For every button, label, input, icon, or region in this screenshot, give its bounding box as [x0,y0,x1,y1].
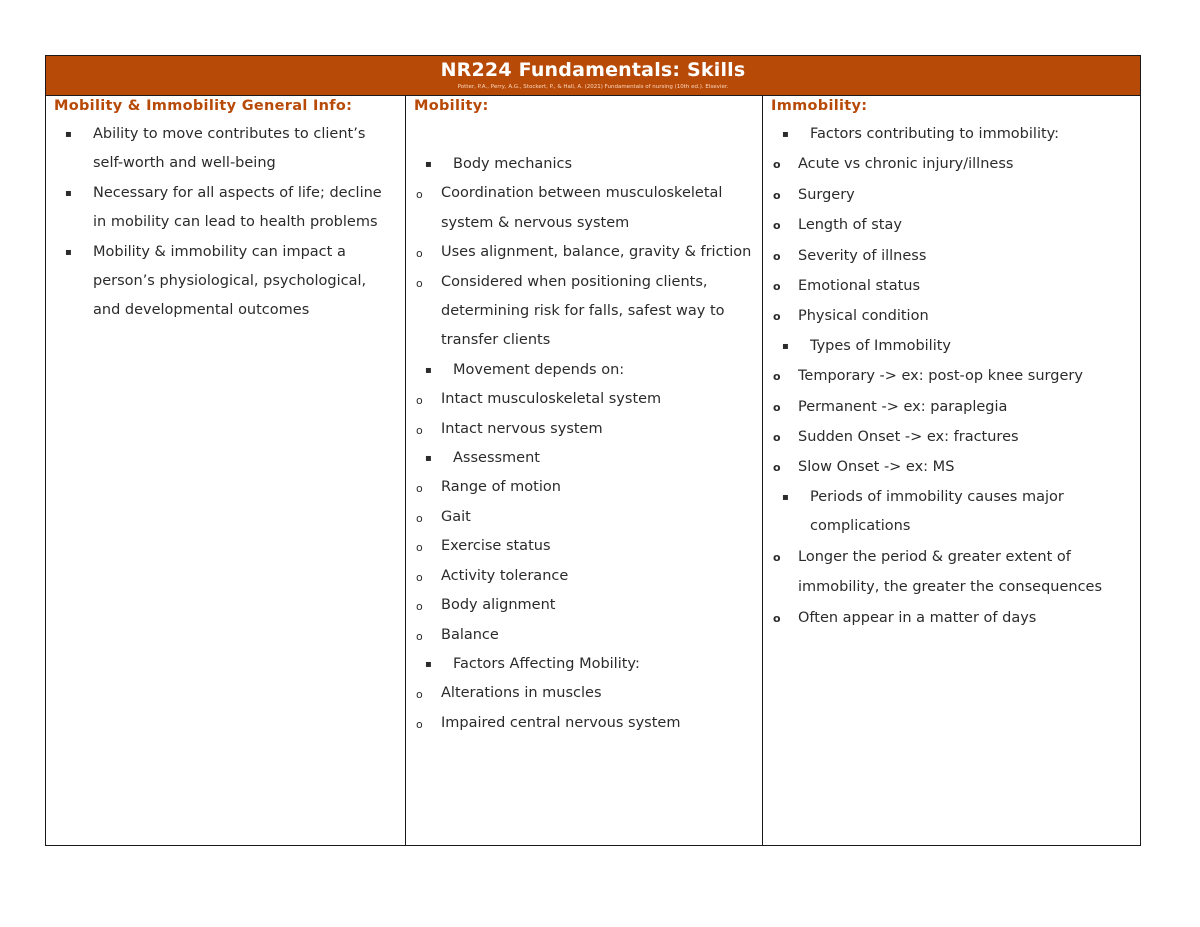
sub-list-item [414,268,752,356]
circle-bullet-icon: o [773,310,781,324]
notes-table [45,55,1141,846]
sub-list-item [414,591,752,620]
sub-list-item-text: Emotional status [798,278,921,295]
circle-bullet-icon: o [773,461,781,475]
circle-bullet-icon: o [416,423,423,437]
sub-list-item-text: Intact musculoskeletal system [441,391,662,408]
list-item [414,444,752,473]
sub-list-item-text: Alterations in muscles [441,685,602,702]
sub-list-item-text: Slow Onset -> ex: MS [798,459,955,476]
list-item-text: Factors Affecting Mobility: [453,655,640,672]
sub-list-item-text: Length of stay [798,217,902,234]
sub-list-item-text: Balance [441,626,499,643]
title-banner [46,56,1140,96]
list-item [771,120,1129,149]
sub-list-item [414,415,752,444]
sub-list-item [414,532,752,561]
sub-list-item-text: Uses alignment, balance, gravity & friction [441,244,752,261]
circle-bullet-icon: o [773,188,781,202]
citation-text: Potter, P.A., Perry, A.G., Stockert, P., & Hall, A. (2021) Fundamentals of nursing (10th ed.). Elsevier. [457,84,729,90]
square-bullet-icon: ▪ [782,129,789,140]
column-heading: Immobility: [771,98,868,114]
sub-list-item-text: Considered when positioning clients, determining risk for falls, safest way to transfer clients [441,273,725,349]
list-item-text: Assessment [453,450,540,467]
circle-bullet-icon: o [773,158,781,172]
column-mobility [406,96,763,845]
sub-list-item-text: Gait [441,508,471,525]
list-item-text: Types of Immobility [810,337,952,354]
sub-list-item [414,179,752,238]
circle-bullet-icon: o [416,688,423,702]
circle-bullet-icon: o [773,280,781,294]
circle-bullet-icon: o [416,717,423,731]
bullet-list [771,120,1129,633]
list-item [771,483,1129,542]
sub-list-item [771,603,1129,633]
page-title: NR224 Fundamentals: Skills [440,59,746,81]
square-bullet-icon: ▪ [65,246,72,258]
sub-list-item [414,473,752,502]
sub-list-item [771,452,1129,482]
square-bullet-icon: ▪ [782,340,789,352]
sub-list-item [414,562,752,591]
square-bullet-icon: ▪ [425,453,432,465]
circle-bullet-icon: o [416,541,423,555]
sub-list-item [414,503,752,532]
square-bullet-icon: ▪ [782,491,789,503]
circle-bullet-icon: o [416,482,423,496]
sub-list-item-text: Range of motion [441,479,561,496]
bullet-list [54,120,395,326]
sub-list-item-text: Exercise status [441,538,551,555]
square-bullet-icon: ▪ [65,129,72,140]
sub-list-item [771,271,1129,301]
square-bullet-icon: ▪ [425,364,432,376]
list-item [414,650,752,679]
column-immobility [763,96,1139,845]
column-general-info [46,96,406,845]
circle-bullet-icon: o [416,247,423,261]
circle-bullet-icon: o [416,511,423,525]
columns-row [46,96,1140,845]
sub-list-item [771,422,1129,452]
sub-list-item [771,180,1129,210]
list-item [54,179,395,238]
sub-list-item [771,361,1129,391]
sub-list-item [771,241,1129,271]
sub-list-item-text: Activity tolerance [441,567,569,584]
sub-list-item [771,301,1129,331]
sub-list-item [414,709,752,738]
list-item-text: Ability to move contributes to client’s self-worth and well-being [93,126,366,172]
sub-list-item [771,392,1129,422]
circle-bullet-icon: o [416,629,423,643]
list-item [414,150,752,179]
sub-list-item-text: Coordination between musculoskeletal system & nervous system [441,185,723,231]
list-item [54,120,395,179]
circle-bullet-icon: o [773,370,781,384]
sub-list-item-text: Often appear in a matter of days [798,609,1037,626]
sub-list-item-text: Impaired central nervous system [441,714,681,731]
circle-bullet-icon: o [416,570,423,584]
sub-list-item-text: Permanent -> ex: paraplegia [798,398,1008,415]
list-item-text: Periods of immobility causes major complications [810,488,1064,535]
sub-list-item [414,621,752,650]
circle-bullet-icon: o [773,400,781,414]
list-item [54,238,395,326]
column-heading: Mobility: [414,98,489,114]
list-item-text: Movement depends on: [453,361,625,378]
sub-list-item-text: Longer the period & greater extent of immobility, the greater the consequences [798,548,1103,596]
list-item [414,356,752,385]
square-bullet-icon: ▪ [425,658,432,670]
sub-list-item-text: Physical condition [798,308,929,325]
square-bullet-icon: ▪ [425,159,432,170]
list-item-text: Body mechanics [453,156,573,172]
sub-list-item [414,238,752,267]
circle-bullet-icon: o [773,550,781,564]
circle-bullet-icon: o [773,249,781,263]
circle-bullet-icon: o [416,600,423,614]
sub-list-item [771,210,1129,240]
sub-list-item [771,149,1129,179]
column-heading: Mobility & Immobility General Info: [54,98,353,114]
sub-list-item-text: Body alignment [441,597,556,614]
sub-list-item-text: Temporary -> ex: post-op knee surgery [798,368,1083,385]
sub-list-item-text: Intact nervous system [441,420,603,437]
circle-bullet-icon: o [416,276,423,290]
circle-bullet-icon: o [416,394,423,408]
circle-bullet-icon: o [773,611,781,625]
list-item [771,332,1129,361]
sub-list-item-text: Severity of illness [798,247,927,264]
sub-list-item [414,679,752,708]
sub-list-item-text: Acute vs chronic injury/illness [798,156,1014,173]
sub-list-item [414,385,752,414]
sub-list-item-text: Sudden Onset -> ex: fractures [798,429,1019,446]
circle-bullet-icon: o [416,188,423,202]
square-bullet-icon: ▪ [65,187,72,199]
list-item-text: Necessary for all aspects of life; decline in mobility can lead to health problems [93,184,382,231]
circle-bullet-icon: o [773,431,781,445]
sub-list-item [771,542,1129,603]
bullet-list [414,150,752,738]
circle-bullet-icon: o [773,219,781,233]
sub-list-item-text: Surgery [798,186,855,203]
list-item-text: Factors contributing to immobility: [810,126,1060,142]
list-item-text: Mobility & immobility can impact a person’s physiological, psychological, and developmental outcomes [93,243,367,319]
